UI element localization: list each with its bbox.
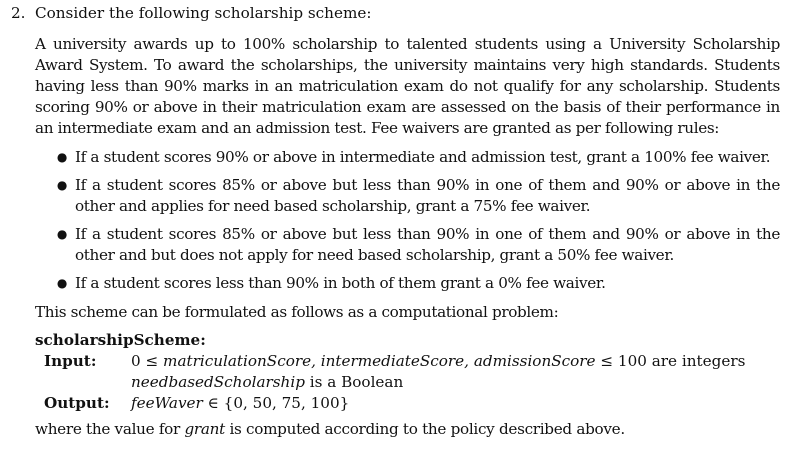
input-prefix: 0 ≤ [131, 352, 164, 370]
input-label-spacer [35, 372, 131, 393]
closing-suffix: is computed according to the policy described above. [224, 420, 625, 438]
rule-text: If a student scores less than 90% in both of them grant a 0% fee waiver. [75, 274, 606, 292]
list-item [35, 147, 780, 168]
output-spec [131, 393, 780, 414]
input-spec [131, 351, 780, 372]
question-heading [11, 3, 780, 24]
scheme-description: A university awards up to 100% scholarship to talented students using a University Scholarship Award System. To award the scholarships, the university maintains very high standards. Students having less than 90% marks in an matriculation exam do not qualify for any scholarship. Students scoring 90% or above in their matriculation exam are assessed on the basis of their performance in an intermediate exam and an admission test. Fee waivers are granted as per following rules: [35, 35, 780, 137]
question-title: Consider the following scholarship scheme: [35, 4, 372, 22]
output-row [35, 393, 780, 414]
input-suffix: ≤ 100 are integers [595, 352, 746, 370]
question-number: 2. [11, 4, 26, 22]
rules-list [35, 147, 780, 294]
closing-sentence [35, 419, 780, 440]
input-variable-boolean: needbasedScholarship [131, 373, 305, 391]
input-row [35, 351, 780, 372]
closing-prefix: where the value for [35, 420, 185, 438]
rule-text: If a student scores 85% or above but less than 90% in one of them and 90% or above in the other and but does not apply for need based scholarship, grant a 50% fee waiver. [75, 225, 780, 264]
input-spec-2 [131, 372, 780, 393]
input-variables: matriculationScore, intermediateScore, admissionScore [163, 352, 596, 370]
output-suffix: ∈ {0, 50, 75, 100} [202, 394, 350, 412]
formulation-intro: This scheme can be formulated as follows as a computational problem: [35, 303, 559, 321]
output-variable: feeWaver [131, 394, 203, 412]
list-item [35, 273, 780, 294]
list-item [35, 224, 780, 266]
rule-text: If a student scores 90% or above in intermediate and admission test, grant a 100% fee waiver. [75, 148, 771, 166]
input-label: Input: [44, 352, 97, 370]
bullet-icon: ● [56, 276, 67, 290]
input-row-2 [35, 372, 780, 393]
closing-variable: grant [184, 420, 225, 438]
rule-text: If a student scores 85% or above but less than 90% in one of them and 90% or above in the other and applies for need based scholarship, grant a 75% fee waiver. [75, 176, 780, 215]
bullet-icon: ● [56, 150, 67, 164]
bullet-icon: ● [56, 178, 67, 192]
bullet-icon: ● [56, 227, 67, 241]
list-item [35, 175, 780, 217]
question-body [35, 34, 780, 440]
output-label: Output: [44, 394, 110, 412]
problem-name: scholarshipScheme: [35, 331, 206, 349]
input-boolean-suffix: is a Boolean [304, 373, 404, 391]
